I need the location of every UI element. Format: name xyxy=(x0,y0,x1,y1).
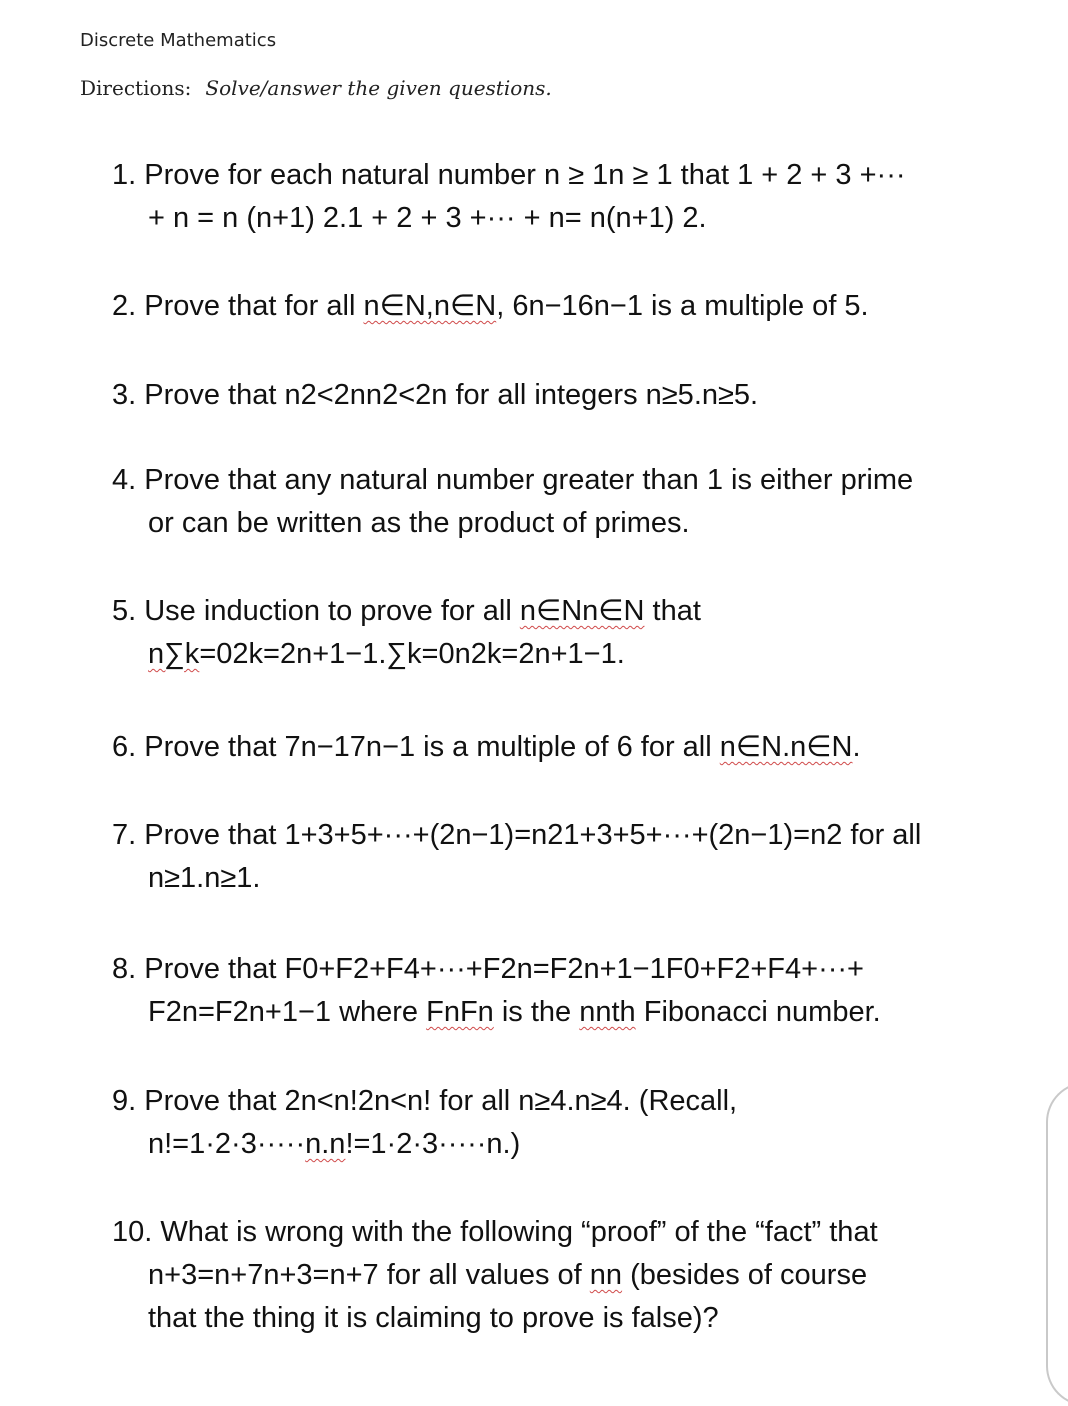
spellcheck-mark: FnFn xyxy=(426,996,494,1028)
question-line: that the thing it is claiming to prove is false)? xyxy=(148,1302,719,1334)
question-line: or can be written as the product of primes. xyxy=(148,507,690,539)
question-5 xyxy=(112,590,1012,676)
question-line: 5. Use induction to prove for all n∈Nn∈N that xyxy=(112,595,701,627)
scroll-edge-handle[interactable] xyxy=(1046,1082,1068,1406)
question-3 xyxy=(112,374,1012,417)
question-line: 7. Prove that 1+3+5+···+(2n−1)=n21+3+5+···+(2n−1)=n2 for all xyxy=(112,819,922,851)
question-line: 1. Prove for each natural number n ≥ 1n ≥ 1 that 1 + 2 + 3 +··· xyxy=(112,159,906,191)
question-line: 4. Prove that any natural number greater than 1 is either prime xyxy=(112,464,914,496)
directions-label: Directions: xyxy=(80,76,192,100)
question-line: 2. Prove that for all n∈N,n∈N, 6n−16n−1 is a multiple of 5. xyxy=(112,290,869,322)
question-line: 8. Prove that F0+F2+F4+···+F2n=F2n+1−1F0+F2+F4+···+ xyxy=(112,953,864,985)
question-4 xyxy=(112,459,1012,545)
question-9 xyxy=(112,1080,1012,1166)
question-line: n≥1.n≥1. xyxy=(148,862,261,894)
question-line: 9. Prove that 2n<n!2n<n! for all n≥4.n≥4. (Recall, xyxy=(112,1085,738,1117)
question-line: 3. Prove that n2<2nn2<2n for all integers n≥5.n≥5. xyxy=(112,379,759,411)
spellcheck-mark: n.n xyxy=(305,1128,346,1160)
question-line: n+3=n+7n+3=n+7 for all values of nn (besides of course xyxy=(148,1259,868,1291)
question-line: 10. What is wrong with the following “proof” of the “fact” that xyxy=(112,1216,878,1248)
course-title: Discrete Mathematics xyxy=(80,30,277,51)
spellcheck-mark: nn xyxy=(589,1259,623,1291)
spellcheck-mark: n∑k xyxy=(148,638,200,670)
spellcheck-mark: n∈Nn∈N xyxy=(519,595,645,627)
question-line: F2n=F2n+1−1 where FnFn is the nnth Fibonacci number. xyxy=(148,996,881,1028)
question-7 xyxy=(112,814,1012,900)
spellcheck-mark: n∈N.n∈N xyxy=(719,731,853,763)
question-line: n∑k=02k=2n+1−1.∑k=0n2k=2n+1−1. xyxy=(148,638,625,670)
question-8 xyxy=(112,948,1012,1034)
question-2 xyxy=(112,285,1012,328)
question-line: n!=1·2·3·····n.n!=1·2·3·····n.) xyxy=(148,1128,521,1160)
directions-text: Solve/answer the given questions. xyxy=(205,76,552,100)
directions xyxy=(80,76,552,100)
spellcheck-mark: n∈N,n∈N xyxy=(363,290,497,322)
spellcheck-mark: nnth xyxy=(579,996,636,1028)
question-1 xyxy=(112,154,1012,240)
question-6 xyxy=(112,726,1012,769)
question-10 xyxy=(112,1211,1012,1340)
question-line: + n = n (n+1) 2.1 + 2 + 3 +··· + n= n(n+1) 2. xyxy=(148,202,707,234)
question-line: 6. Prove that 7n−17n−1 is a multiple of 6 for all n∈N.n∈N. xyxy=(112,731,861,763)
